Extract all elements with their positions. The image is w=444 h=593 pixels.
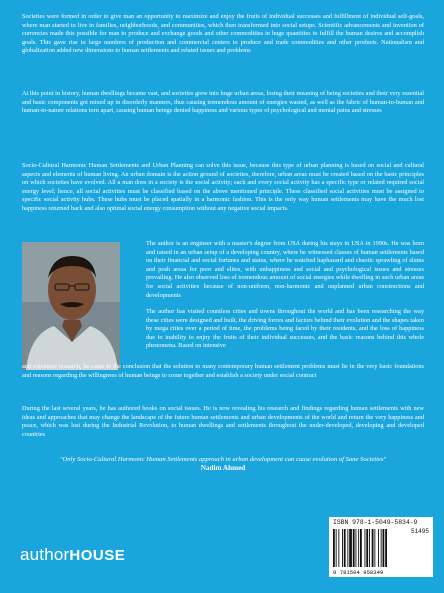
author-name: Nadim Ahmed — [200, 464, 246, 472]
publisher-logo-suffix: HOUSE — [69, 547, 126, 564]
barcode-bar — [338, 529, 339, 567]
barcode-bar — [372, 529, 374, 567]
author-bio-paragraph-2: The author has visited countless cities and towns throughout the world and has been researching the way these cities were designed and built, the driving forces and factors behind their evolution and the shapes taken by mega cities over a period of time, the problems being faced by their residents, and the loss of happiness due to inability to enjoy the fruits of their individual successes, and the basic reasons behind this whole phenomena. Based on intensive — [146, 308, 424, 350]
publisher-logo-prefix: author — [20, 545, 70, 564]
author-bio-paragraph-3: During the last several years, he has authored books on social issues. He is now revealing his research and findings regarding human settlements with new ideas and approaches that may change the landscape of the future human settlements and urban developments of the world and return the very happiness and peace, which was lost during the Industrial Revolution, to human dwellings and settlements throughout the under-developed, developing and developed countries — [22, 405, 424, 438]
barcode-bar — [383, 529, 385, 567]
barcode-bar — [347, 529, 348, 567]
author-quote: "Only Socio-Cultural Harmonic Human Settlements approach in urban development can cause evolution of Sane Societies" — [59, 456, 387, 463]
author-portrait-svg — [22, 242, 120, 370]
author-bio-paragraph-1: The author is an engineer with a master's degree from USA during his stays in USA in 1990s. He was born and raised in an urban setup of a developing country, where he witnessed classes of human settlements based on their financial and social fortunes and status, where he watched haphazard and chaotic sprawling of slums and posh areas for poor and elites, with unhappiness and social and psychological issues and stresses prevailing. He also observed loss of tremendous amount of social energies while dwelling in such urban areas for social activities because of non-uniform, non-harmonic and unplanned urban constructions and developments — [146, 240, 424, 299]
barcode-bar — [381, 529, 382, 567]
intro-paragraph-2: At this point in history, human dwellings became vast, and societies grew into huge urban areas, losing their meaning of being societies and their very essential and basic components got mixed up in disorderly manners, thus causing tremendous amount of energies wasted, as well as the fabric of human-to-human and human-to-nature relations torn apart, causing human beings denied happiness and various types of psychological and mental pains and stresses — [22, 90, 424, 115]
intro-paragraph-3: Socio-Cultural Harmonic Human Settlements and Urban Planning can solve this issue, because this type of urban planning is based on social and cultural aspects and elements of human living. An urban domain is the action ground of societies, therefore, urban areas must be created based on the basic principles on which societies have evolved. All a man does in a society is the social activity; each and every social activity has a specific type or related required social energy level; hence, all social activities must be classified based on the above mentioned principle. These classified social activities must be assigned to specific social activity hubs. These hubs must be placed spatially in a harmonic fashion. This is the only way human settlements may have the much lost happiness returned back and also optimal social energy consumption without any negative social impacts. — [22, 162, 424, 212]
barcode-bar — [374, 529, 375, 567]
isbn-barcode-image — [329, 517, 433, 577]
barcode-bar — [336, 529, 337, 567]
barcode-bars — [333, 529, 403, 569]
barcode-bar — [353, 529, 355, 567]
isbn-label: ISBN 978-1-5049-5834-9 — [333, 519, 418, 526]
barcode-bar — [342, 529, 343, 567]
barcode-bar — [344, 529, 346, 567]
price-code: 51495 — [410, 528, 429, 535]
ean-digits: 9 781504 958349 — [333, 569, 384, 576]
barcode-bar — [360, 529, 362, 567]
publisher-logo — [20, 545, 125, 565]
barcode-bar — [356, 529, 357, 567]
barcode-bar — [349, 529, 352, 567]
intro-paragraph-1: Societies were formed in order to give man an opportunity to maximize and enjoy the fruits of individual successes and fulfillment of individual self-goals, where man started to live in families, neighborhoods, and communities, which then transformed into social setups. Scientific advancements and invention of currencies made this possible for man to produce and exchange goods and other commodities in huge quantities to fulfill the human desires and accomplish goals. This gave rise to large numbers of production and commercial centers to produce and trade commodities and other products. Nationalism and globalization added new dimensions to human settlements and related issues and problems — [22, 13, 424, 55]
author-portrait-image — [22, 242, 120, 370]
author-bio-paragraph-2-continued: and extensive research, he came to the conclusion that the solution to many contemporary human settlement problems must lie in the very basic foundations and reasons regarding the willingness of human beings to come together and establish a society under social contract — [22, 363, 424, 379]
barcode-bar — [358, 529, 359, 567]
barcode-bar — [369, 529, 370, 567]
barcode-bar — [385, 529, 387, 567]
barcode-bar — [333, 529, 335, 567]
barcode-bar — [365, 529, 366, 567]
barcode-bar — [366, 529, 368, 567]
barcode-bar — [378, 529, 379, 567]
